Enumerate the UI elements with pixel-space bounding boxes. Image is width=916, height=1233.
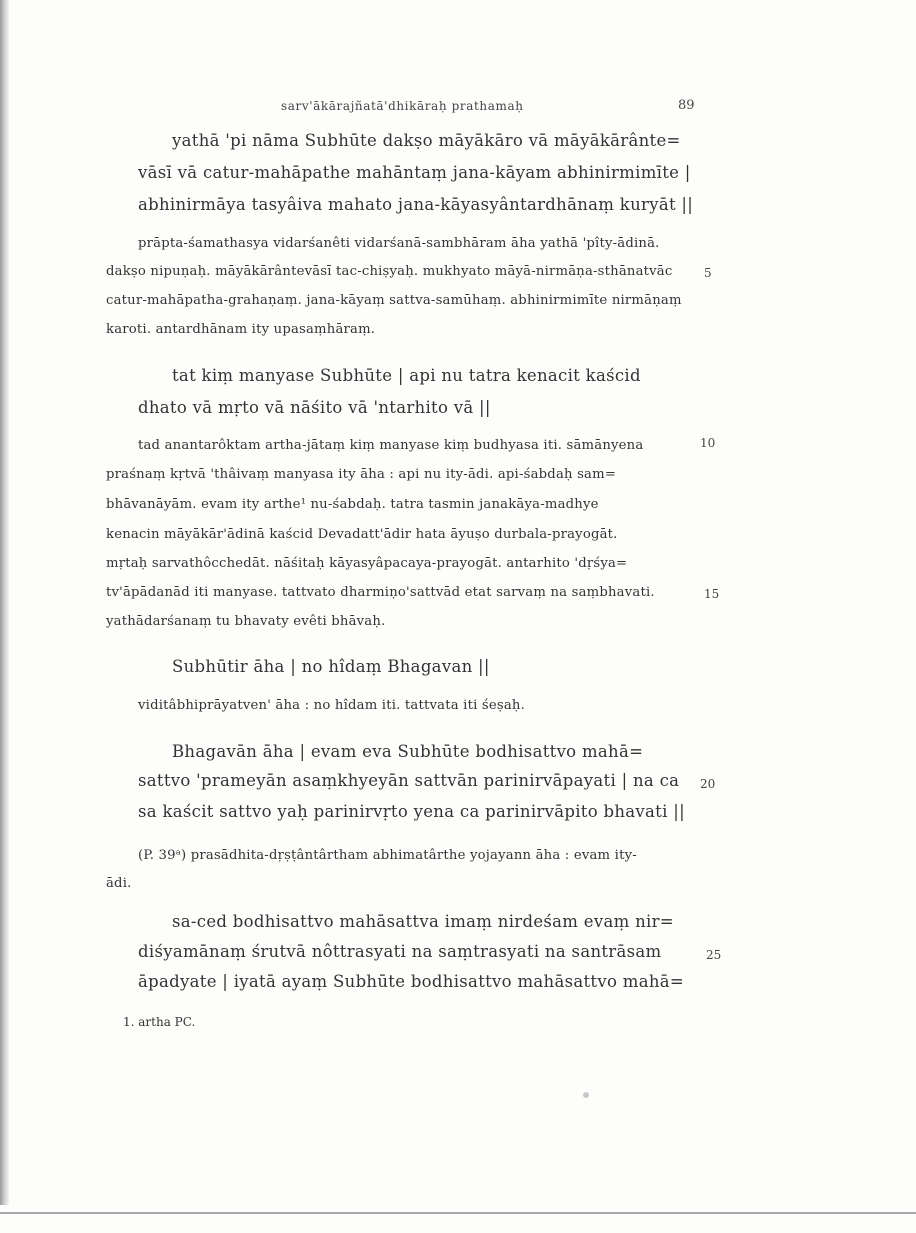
- verse-line: sa kaścit sattvo yaḥ parinirvṛto yena ca parinirvāpito bhavati ||: [138, 802, 685, 821]
- commentary-line: tad anantarôktam artha-jātaṃ kiṃ manyase kiṃ budhyasa iti. sāmānyena: [138, 438, 644, 453]
- commentary-line: bhāvanāyām. evam ity arthe¹ nu-śabdaḥ. tatra tasmin janakāya-madhye: [106, 497, 599, 512]
- commentary-line: mṛtaḥ sarvathôcchedāt. nāśitaḥ kāyasyâpacaya-prayogāt. antarhito 'dṛśya=: [106, 556, 628, 571]
- binding-shadow: [0, 0, 9, 1205]
- verse-line: sattvo 'prameyān asaṃkhyeyān sattvān parinirvāpayati | na ca: [138, 771, 680, 790]
- page-edge-line: [0, 1212, 916, 1214]
- verse-line: yathā 'pi nāma Subhūte dakṣo māyākāro vā māyākārânte=: [172, 131, 681, 150]
- commentary-line: ādi.: [106, 876, 132, 891]
- commentary-line: (P. 39ᵃ) prasādhita-dṛṣṭântârtham abhimatârthe yojayann āha : evam ity-: [138, 848, 637, 863]
- verse-line: Subhūtir āha | no hîdaṃ Bhagavan ||: [172, 657, 490, 676]
- verse-line: sa-ced bodhisattvo mahāsattva imaṃ nirdeśam evaṃ nir=: [172, 912, 674, 931]
- commentary-line: yathādarśanaṃ tu bhavaty evêti bhāvaḥ.: [106, 614, 386, 629]
- line-number: 15: [704, 587, 720, 601]
- verse-line: āpadyate | iyatā ayaṃ Subhūte bodhisattvo mahāsattvo mahā=: [138, 972, 685, 991]
- verse-line: tat kiṃ manyase Subhūte | api nu tatra kenacit kaścid: [172, 366, 641, 385]
- commentary-line: karoti. antardhānam ity upasaṃhāraṃ.: [106, 322, 376, 337]
- verse-line: diśyamānaṃ śrutvā nôttrasyati na saṃtrasyati na santrāsam: [138, 942, 662, 961]
- page-number: 89: [678, 98, 695, 113]
- commentary-line: tv'āpādanād iti manyase. tattvato dharmiṇo'sattvād etat sarvaṃ na saṃbhavati.: [106, 585, 655, 600]
- verse-line: dhato vā mṛto vā nāśito vā 'ntarhito vā ||: [138, 398, 491, 417]
- line-number: 5: [704, 266, 712, 280]
- line-number: 10: [700, 436, 716, 450]
- line-number: 20: [700, 777, 716, 791]
- verse-line: Bhagavān āha | evam eva Subhūte bodhisattvo mahā=: [172, 742, 644, 761]
- line-number: 25: [706, 948, 722, 962]
- commentary-line: viditâbhiprāyatven' āha : no hîdam iti. tattvata iti śeṣaḥ.: [138, 698, 525, 713]
- commentary-line: dakṣo nipuṇaḥ. māyākārântevāsī tac-chiṣyaḥ. mukhyato māyā-nirmāṇa-sthānatvāc: [106, 264, 673, 279]
- commentary-line: kenacin māyākār'ādinā kaścid Devadatt'ādir hata āyuṣo durbala-prayogāt.: [106, 527, 618, 542]
- commentary-line: catur-mahāpatha-grahaṇaṃ. jana-kāyaṃ sattva-samūhaṃ. abhinirmimīte nirmāṇaṃ: [106, 293, 682, 308]
- verse-line: abhinirmāya tasyâiva mahato jana-kāyasyântardhānaṃ kuryāt ||: [138, 195, 694, 214]
- commentary-line: praśnaṃ kṛtvā 'thâivaṃ manyasa ity āha : api nu ity-ādi. api-śabdaḥ sam=: [106, 467, 617, 482]
- footnote: 1. artha PC.: [123, 1015, 196, 1029]
- running-header: sarv'ākārajñatā'dhikāraḥ prathamaḥ: [281, 99, 524, 113]
- verse-line: vāsī vā catur-mahāpathe mahāntaṃ jana-kāyam abhinirmimīte |: [138, 163, 691, 182]
- ink-speck: [583, 1092, 589, 1098]
- commentary-line: prāpta-śamathasya vidarśanêti vidarśanā-sambhāram āha yathā 'pîty-ādinā.: [138, 236, 660, 251]
